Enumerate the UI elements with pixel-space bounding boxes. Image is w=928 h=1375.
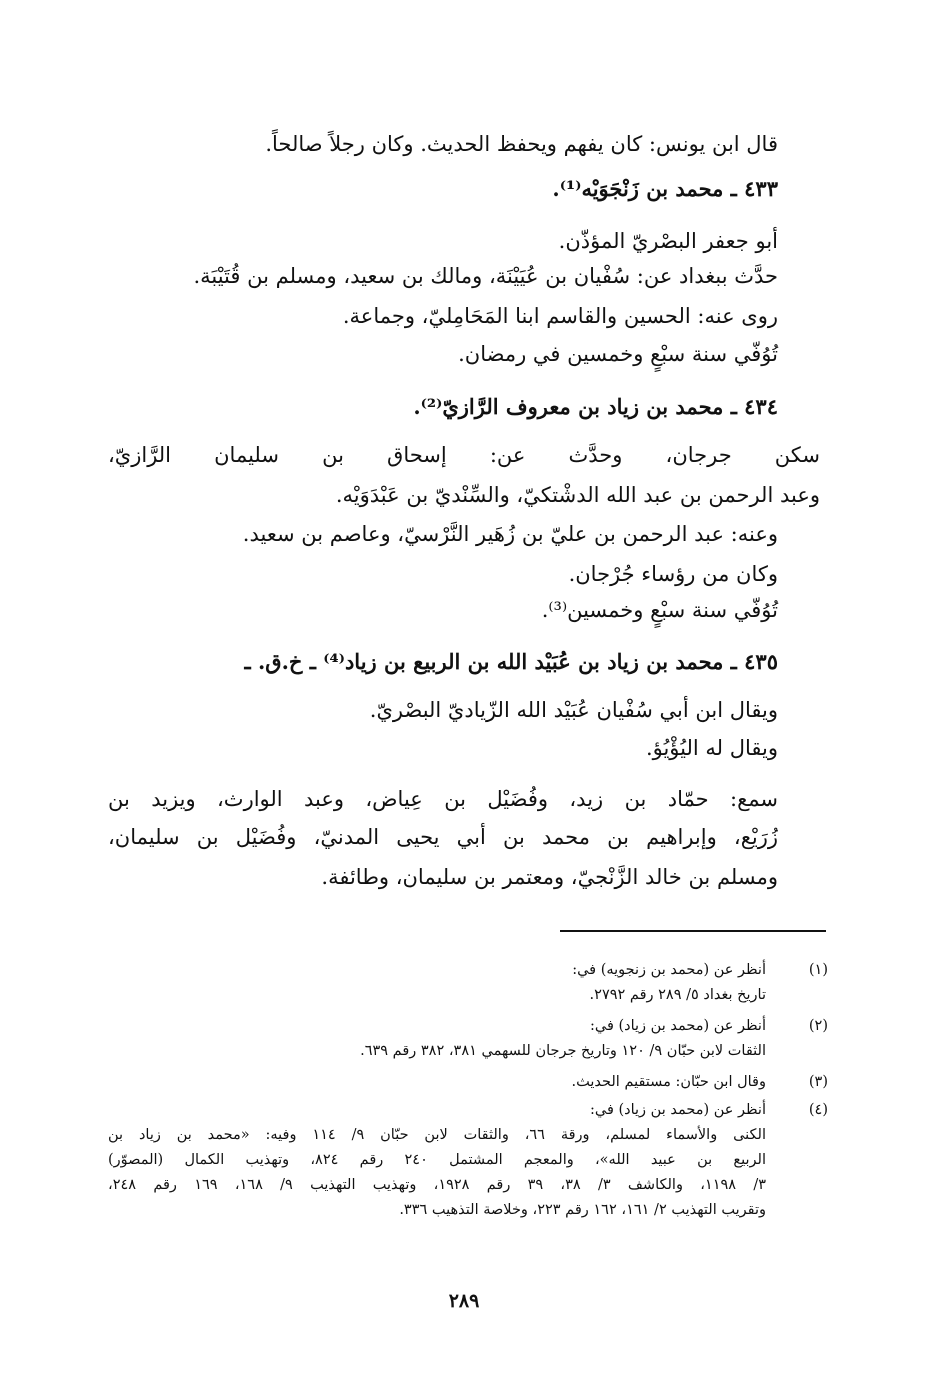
text-line: وكان من رؤساء جُرْجان. bbox=[568, 562, 778, 586]
text-line: ويقال له اليُؤْيُؤ. bbox=[645, 736, 778, 760]
text-line: أبو جعفر البصْريّ المؤذّن. bbox=[558, 229, 778, 253]
text-line: وعنه: عبد الرحمن بن عليّ بن زُهَير النَّرْسيّ، وعاصم بن سعيد. bbox=[242, 522, 778, 546]
footnote-line: الكنى والأسماء لمسلم، ورقة ٦٦، والثقات لابن حبّان ٩/ ١١٤ وفيه: «محمد بن زياد بن bbox=[108, 1127, 766, 1143]
entry-heading-434: ٤٣٤ ـ محمد بن زياد بن معروف الرَّازيّ⁽²⁾. bbox=[413, 394, 778, 419]
text-line: سمع: حمّاد بن زيد، وفُضَيْل بن عِياض، وعبد الوارث، ويزيد بن bbox=[108, 787, 778, 811]
footnote-line: ٣/ ١١٩٨، والكاشف ٣/ ٣٨، ٣٩ رقم ١٩٢٨، وتهذيب التهذيب ٩/ ١٦٨، ١٦٩ رقم ٢٤٨، bbox=[108, 1177, 767, 1193]
text-line: تُوُفّي سنة سبْعٍ وخمسين⁽³⁾. bbox=[541, 598, 778, 622]
entry-heading-433: ٤٣٣ ـ محمد بن زَنْجَوَيْه⁽¹⁾. bbox=[552, 176, 778, 201]
footnote-line: وقال ابن حبّان: مستقيم الحديث. bbox=[571, 1074, 766, 1090]
text-line: زُرَيْع، وإبراهيم بن محمد بن أبي يحيى المدنيّ، وفُضَيْل بن سليمان، bbox=[108, 825, 778, 849]
footnote-line: وتقريب التهذيب ٢/ ١٦١، ١٦٢ رقم ٢٢٣، وخلاصة التذهيب ٣٣٦. bbox=[399, 1202, 766, 1218]
footnote-2 bbox=[108, 1014, 828, 1064]
text-line: سكن جرجان، وحدَّث عن: إسحاق بن سليمان الرَّازيّ، bbox=[108, 443, 820, 467]
text-line: قال ابن يونس: كان يفهم ويحفظ الحديث. وكان رجلاً صالحاً. bbox=[265, 132, 778, 156]
footnote-number: (٢) bbox=[808, 1018, 828, 1034]
footnote-4 bbox=[108, 1098, 828, 1223]
footnote-divider bbox=[560, 930, 826, 932]
footnote-number: (٤) bbox=[808, 1102, 828, 1118]
footnote-line: تاريخ بغداد ٥/ ٢٨٩ رقم ٢٧٩٢. bbox=[589, 987, 766, 1003]
text-line: حدَّث ببغداد عن: سُفْيان بن عُيَيْنَة، ومالك بن سعيد، ومسلم بن قُتَيْبَة. bbox=[193, 264, 778, 288]
page-number: ٢٨٩ bbox=[448, 1290, 480, 1312]
footnote-number: (١) bbox=[808, 962, 828, 978]
entry-heading-435: ٤٣٥ ـ محمد بن زياد بن عُبَيْد الله بن الربيع بن زياد⁽⁴⁾ ـ خ.ق. ـ bbox=[244, 649, 778, 674]
text-line: تُوُفّي سنة سبْعٍ وخمسين في رمضان. bbox=[458, 342, 778, 366]
footnote-line: الربيع بن عبيد الله»، والمعجم المشتمل ٢٤٠ رقم ٨٢٤، وتهذيب الكمال (المصوّر) bbox=[108, 1152, 766, 1168]
footnote-3 bbox=[108, 1070, 828, 1095]
text-line: وعبد الرحمن بن عبد الله الدشْتكيّ، والسِّنْديّ بن عَبْدَوَيْه. bbox=[335, 483, 820, 507]
footnote-line: أنظر عن (محمد بن زنجويه) في: bbox=[572, 962, 766, 978]
text-line: روى عنه: الحسين والقاسم ابنا المَحَامِليّ، وجماعة. bbox=[342, 304, 778, 328]
footnote-line: الثقات لابن حبّان ٩/ ١٢٠ وتاريخ جرجان للسهمي ٣٨١، ٣٨٢ رقم ٦٣٩. bbox=[360, 1043, 766, 1059]
footnote-line: أنظر عن (محمد بن زياد) في: bbox=[589, 1018, 766, 1034]
text-line: ويقال ابن أبي سُفْيان عُبَيْد الله الزّياديّ البصْريّ. bbox=[369, 698, 778, 722]
footnote-line: أنظر عن (محمد بن زياد) في: bbox=[589, 1102, 766, 1118]
footnote-1 bbox=[108, 958, 828, 1008]
text-line: ومسلم بن خالد الزَّنْجيّ، ومعتمر بن سليمان، وطائفة. bbox=[321, 865, 778, 889]
footnote-number: (٣) bbox=[808, 1074, 828, 1090]
